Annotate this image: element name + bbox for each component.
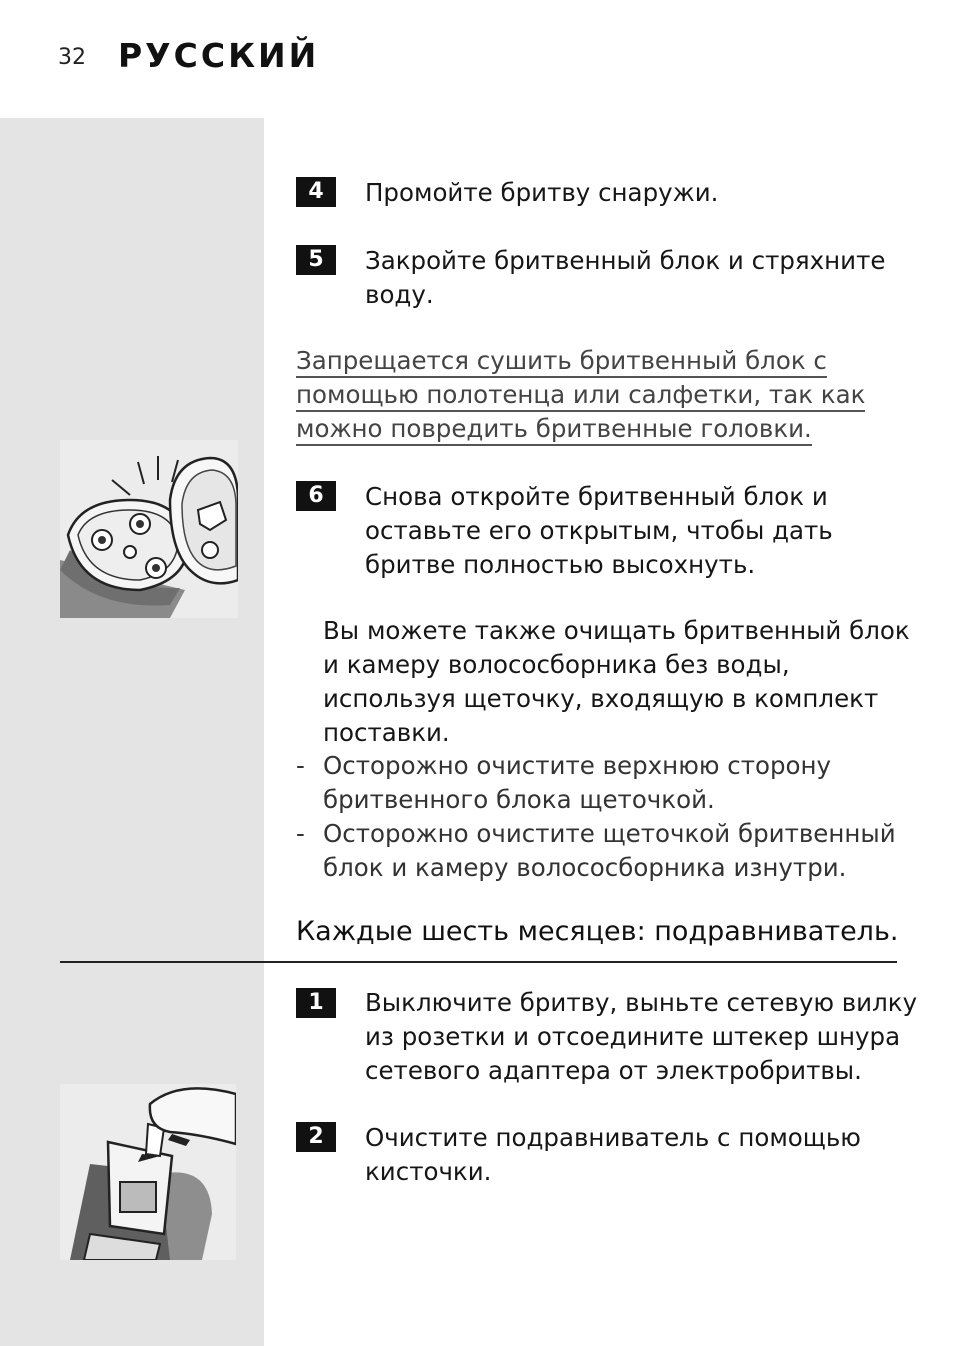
step-number-badge: 1: [296, 988, 336, 1018]
step-text: Промойте бритву снаружи.: [365, 178, 719, 207]
bullet-list: [296, 749, 906, 885]
step-text: Закройте бритвенный блок и стряхните воду.: [365, 246, 886, 309]
step-number-badge: 4: [296, 177, 336, 207]
trimmer-brush-illustration: [60, 1084, 236, 1260]
illustration-pointer: [236, 1114, 262, 1164]
warning-note: [296, 344, 865, 446]
shaver-open-head-illustration: [60, 440, 238, 618]
step-text: Выключите бритву, выньте сетевую вилку из розетки и отсоедините штекер шнура сетевого адаптера от электробритвы.: [365, 988, 918, 1085]
bullet-text: Осторожно очистите верхнюю сторону бритвенного блока щеточкой.: [323, 751, 832, 814]
bullet-dash: -: [296, 751, 305, 780]
warning-line: можно повредить бритвенные головки.: [296, 413, 812, 446]
section-title: Каждые шесть месяцев: подравниватель.: [296, 916, 899, 947]
section-divider: [60, 961, 897, 963]
list-item: [296, 817, 906, 885]
page-heading: РУССКИЙ: [118, 36, 320, 75]
step-number-badge: 6: [296, 481, 336, 511]
warning-line: помощью полотенца или салфетки, так как: [296, 379, 865, 412]
page-number: 32: [58, 45, 86, 70]
step-text: Очистите подравниватель с помощью кисточки.: [365, 1123, 861, 1186]
step-text: Снова откройте бритвенный блок и оставьте его открытым, чтобы дать бритве полностью высохнуть.: [365, 482, 833, 579]
step-number-badge: 2: [296, 1122, 336, 1152]
bullet-text: Осторожно очистите щеточкой бритвенный блок и камеру волососборника изнутри.: [323, 819, 896, 882]
step-number-badge: 5: [296, 245, 336, 275]
illustration-pointer: [238, 480, 264, 530]
warning-line: Запрещается сушить бритвенный блок с: [296, 345, 827, 378]
note-paragraph: Вы можете также очищать бритвенный блок и камеру волососборника без воды, используя щеточку, входящую в комплект поставки.: [323, 616, 910, 747]
list-item: [296, 749, 906, 817]
bullet-dash: -: [296, 819, 305, 848]
